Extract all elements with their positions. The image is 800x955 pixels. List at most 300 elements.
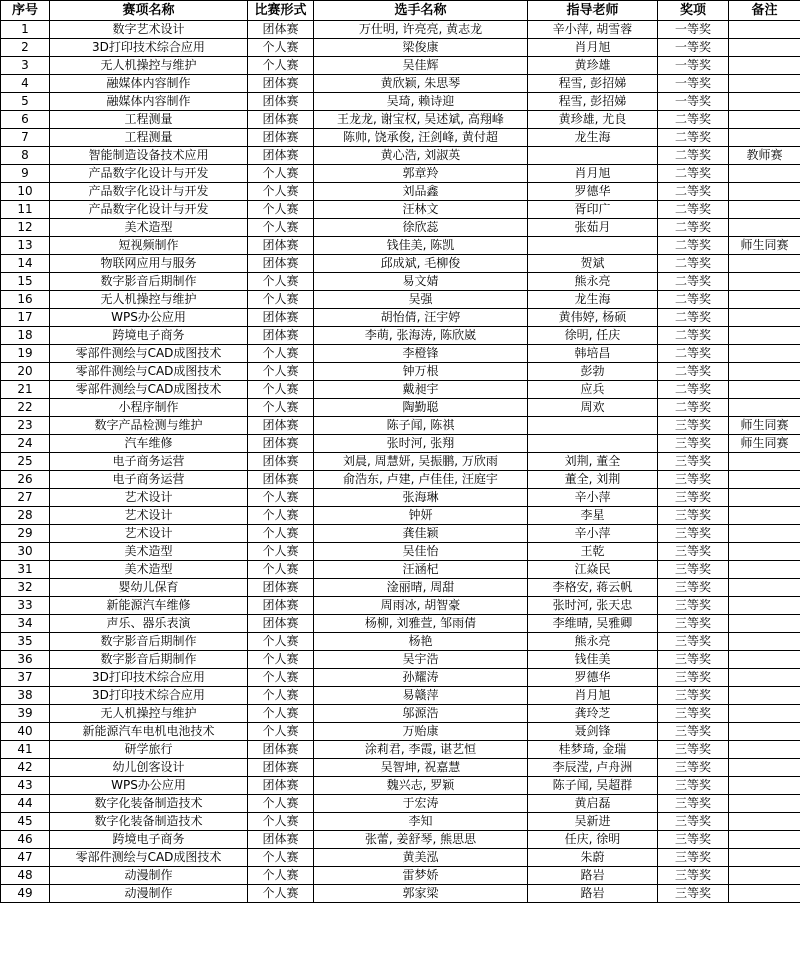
cell-format: 个人赛 (248, 57, 314, 75)
cell-award: 三等奖 (658, 615, 729, 633)
cell-contestants: 邬源浩 (314, 705, 528, 723)
cell-notes (729, 867, 800, 885)
header-advisors: 指导老师 (528, 1, 658, 21)
cell-format: 团体赛 (248, 759, 314, 777)
cell-award: 三等奖 (658, 795, 729, 813)
cell-advisors: 李维晴, 吴雅卿 (528, 615, 658, 633)
cell-index: 26 (1, 471, 50, 489)
table-row (1, 759, 800, 777)
cell-index: 47 (1, 849, 50, 867)
cell-advisors (528, 417, 658, 435)
cell-format: 团体赛 (248, 147, 314, 165)
cell-index: 11 (1, 201, 50, 219)
cell-contestants: 龚佳颖 (314, 525, 528, 543)
cell-contestants: 陈子闻, 陈祺 (314, 417, 528, 435)
table-row (1, 309, 800, 327)
cell-event-name: 短视频制作 (50, 237, 248, 255)
cell-format: 团体赛 (248, 435, 314, 453)
cell-advisors (528, 147, 658, 165)
cell-contestants: 李萌, 张海涛, 陈欣崴 (314, 327, 528, 345)
cell-advisors: 李辰滢, 卢舟洲 (528, 759, 658, 777)
table-row (1, 471, 800, 489)
cell-contestants: 张蕾, 姜舒琴, 熊思思 (314, 831, 528, 849)
cell-notes (729, 57, 800, 75)
header-index: 序号 (1, 1, 50, 21)
cell-event-name: 产品数字化设计与开发 (50, 165, 248, 183)
cell-format: 个人赛 (248, 525, 314, 543)
cell-award: 三等奖 (658, 435, 729, 453)
cell-award: 二等奖 (658, 363, 729, 381)
cell-index: 28 (1, 507, 50, 525)
table-row (1, 147, 800, 165)
cell-contestants: 徐欣蕊 (314, 219, 528, 237)
header-award: 奖项 (658, 1, 729, 21)
cell-event-name: 数字化装备制造技术 (50, 813, 248, 831)
cell-format: 个人赛 (248, 507, 314, 525)
cell-event-name: 数字化装备制造技术 (50, 795, 248, 813)
cell-event-name: 艺术设计 (50, 489, 248, 507)
cell-format: 团体赛 (248, 741, 314, 759)
cell-index: 30 (1, 543, 50, 561)
cell-award: 三等奖 (658, 741, 729, 759)
cell-format: 团体赛 (248, 21, 314, 39)
cell-contestants: 戴昶宇 (314, 381, 528, 399)
cell-index: 36 (1, 651, 50, 669)
table-row (1, 615, 800, 633)
cell-advisors: 罗德华 (528, 669, 658, 687)
table-row (1, 651, 800, 669)
cell-advisors: 陈子闻, 吴超群 (528, 777, 658, 795)
cell-award: 三等奖 (658, 885, 729, 903)
cell-format: 个人赛 (248, 39, 314, 57)
cell-notes (729, 75, 800, 93)
cell-notes (729, 633, 800, 651)
cell-contestants: 梁俊康 (314, 39, 528, 57)
cell-advisors: 龙生海 (528, 291, 658, 309)
cell-index: 44 (1, 795, 50, 813)
cell-advisors: 胥印广 (528, 201, 658, 219)
cell-event-name: 汽车维修 (50, 435, 248, 453)
table-row (1, 21, 800, 39)
cell-contestants: 杨柳, 刘雅萱, 邹雨倩 (314, 615, 528, 633)
cell-format: 个人赛 (248, 363, 314, 381)
cell-event-name: 动漫制作 (50, 867, 248, 885)
cell-award: 三等奖 (658, 651, 729, 669)
cell-notes (729, 831, 800, 849)
cell-notes (729, 255, 800, 273)
cell-event-name: 婴幼儿保育 (50, 579, 248, 597)
cell-contestants: 陶勤聪 (314, 399, 528, 417)
cell-index: 10 (1, 183, 50, 201)
cell-contestants: 钟万根 (314, 363, 528, 381)
cell-award: 三等奖 (658, 777, 729, 795)
cell-contestants: 陈帅, 饶承俊, 汪剑峰, 黄付超 (314, 129, 528, 147)
cell-index: 17 (1, 309, 50, 327)
cell-notes (729, 597, 800, 615)
cell-notes (729, 219, 800, 237)
table-row (1, 111, 800, 129)
cell-format: 个人赛 (248, 165, 314, 183)
cell-advisors: 黄珍雄 (528, 57, 658, 75)
cell-format: 个人赛 (248, 489, 314, 507)
cell-award: 三等奖 (658, 471, 729, 489)
cell-award: 三等奖 (658, 687, 729, 705)
cell-award: 三等奖 (658, 759, 729, 777)
table-row (1, 741, 800, 759)
cell-advisors (528, 435, 658, 453)
cell-format: 团体赛 (248, 75, 314, 93)
cell-index: 42 (1, 759, 50, 777)
table-row (1, 435, 800, 453)
cell-index: 4 (1, 75, 50, 93)
cell-notes (729, 165, 800, 183)
cell-event-name: 工程测量 (50, 111, 248, 129)
cell-event-name: 智能制造设备技术应用 (50, 147, 248, 165)
header-format: 比赛形式 (248, 1, 314, 21)
cell-advisors: 辛小萍 (528, 489, 658, 507)
cell-notes (729, 615, 800, 633)
cell-notes (729, 39, 800, 57)
cell-index: 24 (1, 435, 50, 453)
cell-event-name: 产品数字化设计与开发 (50, 201, 248, 219)
cell-format: 团体赛 (248, 597, 314, 615)
cell-index: 12 (1, 219, 50, 237)
table-row (1, 165, 800, 183)
cell-event-name: 电子商务运营 (50, 471, 248, 489)
cell-advisors: 辛小萍, 胡雪蓉 (528, 21, 658, 39)
cell-index: 39 (1, 705, 50, 723)
table-row (1, 543, 800, 561)
cell-event-name: 3D打印技术综合应用 (50, 39, 248, 57)
cell-award: 三等奖 (658, 597, 729, 615)
table-row (1, 57, 800, 75)
cell-advisors: 辛小萍 (528, 525, 658, 543)
cell-award: 三等奖 (658, 669, 729, 687)
cell-format: 个人赛 (248, 687, 314, 705)
cell-index: 23 (1, 417, 50, 435)
cell-format: 团体赛 (248, 309, 314, 327)
cell-notes (729, 183, 800, 201)
cell-contestants: 郭章羚 (314, 165, 528, 183)
cell-event-name: 美术造型 (50, 219, 248, 237)
cell-event-name: 数字艺术设计 (50, 21, 248, 39)
cell-event-name: 融媒体内容制作 (50, 75, 248, 93)
cell-advisors (528, 237, 658, 255)
cell-event-name: 艺术设计 (50, 507, 248, 525)
cell-advisors: 朱蔚 (528, 849, 658, 867)
cell-award: 三等奖 (658, 543, 729, 561)
cell-index: 3 (1, 57, 50, 75)
table-row (1, 363, 800, 381)
cell-notes: 师生同赛 (729, 237, 800, 255)
cell-event-name: 新能源汽车电机电池技术 (50, 723, 248, 741)
cell-award: 一等奖 (658, 21, 729, 39)
cell-index: 46 (1, 831, 50, 849)
cell-contestants: 胡怡倩, 汪宇婷 (314, 309, 528, 327)
cell-format: 团体赛 (248, 417, 314, 435)
cell-contestants: 张海琳 (314, 489, 528, 507)
cell-format: 个人赛 (248, 561, 314, 579)
table-row (1, 507, 800, 525)
table-row (1, 417, 800, 435)
cell-event-name: WPS办公应用 (50, 309, 248, 327)
cell-award: 三等奖 (658, 705, 729, 723)
cell-contestants: 魏兴志, 罗颖 (314, 777, 528, 795)
cell-award: 二等奖 (658, 129, 729, 147)
cell-index: 35 (1, 633, 50, 651)
cell-award: 三等奖 (658, 723, 729, 741)
cell-index: 13 (1, 237, 50, 255)
cell-award: 二等奖 (658, 165, 729, 183)
cell-award: 三等奖 (658, 867, 729, 885)
table-row (1, 579, 800, 597)
table-row (1, 795, 800, 813)
cell-notes (729, 759, 800, 777)
cell-advisors: 肖月旭 (528, 39, 658, 57)
cell-advisors: 路岩 (528, 885, 658, 903)
cell-index: 1 (1, 21, 50, 39)
cell-contestants: 杨艳 (314, 633, 528, 651)
cell-advisors: 李格安, 蒋云帆 (528, 579, 658, 597)
cell-award: 二等奖 (658, 327, 729, 345)
cell-format: 团体赛 (248, 129, 314, 147)
cell-contestants: 李橙锋 (314, 345, 528, 363)
cell-advisors: 肖月旭 (528, 165, 658, 183)
cell-award: 三等奖 (658, 525, 729, 543)
cell-advisors: 肖月旭 (528, 687, 658, 705)
cell-advisors: 张茹月 (528, 219, 658, 237)
table-row (1, 291, 800, 309)
table-row (1, 885, 800, 903)
cell-notes (729, 21, 800, 39)
cell-index: 20 (1, 363, 50, 381)
cell-contestants: 钟妍 (314, 507, 528, 525)
cell-contestants: 钱佳美, 陈凯 (314, 237, 528, 255)
cell-notes (729, 273, 800, 291)
table-row (1, 813, 800, 831)
cell-format: 个人赛 (248, 813, 314, 831)
cell-event-name: 小程序制作 (50, 399, 248, 417)
cell-award: 三等奖 (658, 507, 729, 525)
cell-award: 三等奖 (658, 849, 729, 867)
cell-notes (729, 543, 800, 561)
table-row (1, 525, 800, 543)
cell-advisors: 周欢 (528, 399, 658, 417)
cell-format: 个人赛 (248, 885, 314, 903)
cell-contestants: 易文婧 (314, 273, 528, 291)
table-row (1, 201, 800, 219)
cell-event-name: 艺术设计 (50, 525, 248, 543)
cell-contestants: 俞浩东, 卢建, 卢佳佳, 汪庭宇 (314, 471, 528, 489)
cell-index: 38 (1, 687, 50, 705)
cell-notes (729, 741, 800, 759)
cell-format: 个人赛 (248, 399, 314, 417)
cell-event-name: 动漫制作 (50, 885, 248, 903)
cell-event-name: 物联网应用与服务 (50, 255, 248, 273)
cell-advisors: 黄珍雄, 尤良 (528, 111, 658, 129)
table-row (1, 597, 800, 615)
cell-notes (729, 399, 800, 417)
cell-contestants: 黄心浩, 刘淑英 (314, 147, 528, 165)
cell-notes (729, 651, 800, 669)
cell-format: 个人赛 (248, 705, 314, 723)
cell-contestants: 易赣萍 (314, 687, 528, 705)
cell-contestants: 孙耀涛 (314, 669, 528, 687)
cell-notes (729, 453, 800, 471)
cell-index: 5 (1, 93, 50, 111)
cell-index: 16 (1, 291, 50, 309)
cell-format: 个人赛 (248, 723, 314, 741)
cell-index: 19 (1, 345, 50, 363)
cell-format: 团体赛 (248, 777, 314, 795)
cell-advisors: 龚玲芝 (528, 705, 658, 723)
cell-award: 二等奖 (658, 345, 729, 363)
cell-index: 29 (1, 525, 50, 543)
cell-index: 6 (1, 111, 50, 129)
cell-advisors: 聂剑锋 (528, 723, 658, 741)
cell-event-name: 幼儿创客设计 (50, 759, 248, 777)
table-row (1, 345, 800, 363)
cell-contestants: 于宏涛 (314, 795, 528, 813)
cell-format: 个人赛 (248, 849, 314, 867)
cell-contestants: 雷梦娇 (314, 867, 528, 885)
cell-contestants: 刘晨, 周慧妍, 吴振鹏, 万欣雨 (314, 453, 528, 471)
cell-award: 三等奖 (658, 489, 729, 507)
cell-award: 三等奖 (658, 831, 729, 849)
cell-event-name: 零部件测绘与CAD成图技术 (50, 363, 248, 381)
cell-notes (729, 525, 800, 543)
cell-format: 团体赛 (248, 471, 314, 489)
cell-event-name: 数字产品检测与维护 (50, 417, 248, 435)
cell-index: 22 (1, 399, 50, 417)
cell-notes (729, 507, 800, 525)
cell-event-name: 无人机操控与维护 (50, 705, 248, 723)
table-row (1, 669, 800, 687)
cell-index: 15 (1, 273, 50, 291)
cell-award: 三等奖 (658, 417, 729, 435)
cell-advisors: 彭勃 (528, 363, 658, 381)
cell-event-name: 零部件测绘与CAD成图技术 (50, 849, 248, 867)
cell-format: 个人赛 (248, 633, 314, 651)
cell-index: 7 (1, 129, 50, 147)
cell-award: 一等奖 (658, 39, 729, 57)
cell-notes (729, 309, 800, 327)
header-event-name: 赛项名称 (50, 1, 248, 21)
cell-index: 31 (1, 561, 50, 579)
cell-contestants: 王龙龙, 谢宝权, 吴述斌, 高翔峰 (314, 111, 528, 129)
cell-contestants: 汪林文 (314, 201, 528, 219)
cell-contestants: 邱成斌, 毛柳俊 (314, 255, 528, 273)
cell-award: 二等奖 (658, 183, 729, 201)
cell-advisors: 任庆, 徐明 (528, 831, 658, 849)
cell-contestants: 汪涵杞 (314, 561, 528, 579)
cell-advisors: 李星 (528, 507, 658, 525)
cell-event-name: 工程测量 (50, 129, 248, 147)
cell-index: 34 (1, 615, 50, 633)
table-row (1, 129, 800, 147)
cell-award: 三等奖 (658, 579, 729, 597)
cell-award: 一等奖 (658, 75, 729, 93)
cell-contestants: 涂莉君, 李霞, 谌艺恒 (314, 741, 528, 759)
table-row (1, 687, 800, 705)
cell-format: 团体赛 (248, 453, 314, 471)
cell-event-name: 融媒体内容制作 (50, 93, 248, 111)
cell-contestants: 万仕明, 许亮亮, 黄志龙 (314, 21, 528, 39)
cell-event-name: 新能源汽车维修 (50, 597, 248, 615)
cell-format: 团体赛 (248, 831, 314, 849)
cell-format: 团体赛 (248, 579, 314, 597)
cell-index: 32 (1, 579, 50, 597)
table-row (1, 831, 800, 849)
cell-notes: 师生同赛 (729, 417, 800, 435)
cell-event-name: 3D打印技术综合应用 (50, 687, 248, 705)
cell-advisors: 张时河, 张天忠 (528, 597, 658, 615)
cell-advisors: 贺斌 (528, 255, 658, 273)
cell-event-name: 跨境电子商务 (50, 831, 248, 849)
cell-index: 8 (1, 147, 50, 165)
cell-format: 个人赛 (248, 867, 314, 885)
cell-event-name: 数字影音后期制作 (50, 651, 248, 669)
table-row (1, 777, 800, 795)
cell-index: 27 (1, 489, 50, 507)
cell-format: 团体赛 (248, 327, 314, 345)
cell-format: 个人赛 (248, 543, 314, 561)
cell-index: 40 (1, 723, 50, 741)
cell-format: 个人赛 (248, 183, 314, 201)
table-row (1, 327, 800, 345)
cell-notes (729, 345, 800, 363)
cell-award: 二等奖 (658, 237, 729, 255)
cell-format: 个人赛 (248, 669, 314, 687)
cell-advisors: 韩培昌 (528, 345, 658, 363)
cell-advisors: 应兵 (528, 381, 658, 399)
cell-event-name: 零部件测绘与CAD成图技术 (50, 381, 248, 399)
cell-index: 14 (1, 255, 50, 273)
cell-format: 个人赛 (248, 291, 314, 309)
table-row (1, 273, 800, 291)
cell-contestants: 吴强 (314, 291, 528, 309)
cell-event-name: 数字影音后期制作 (50, 273, 248, 291)
cell-award: 二等奖 (658, 147, 729, 165)
table-row (1, 633, 800, 651)
table-row (1, 183, 800, 201)
cell-contestants: 吴琦, 赖诗迎 (314, 93, 528, 111)
cell-contestants: 李知 (314, 813, 528, 831)
cell-index: 25 (1, 453, 50, 471)
cell-index: 48 (1, 867, 50, 885)
cell-advisors: 王乾 (528, 543, 658, 561)
cell-format: 个人赛 (248, 381, 314, 399)
table-row (1, 381, 800, 399)
cell-notes (729, 813, 800, 831)
cell-event-name: 无人机操控与维护 (50, 57, 248, 75)
table-row (1, 489, 800, 507)
cell-advisors: 钱佳美 (528, 651, 658, 669)
cell-award: 一等奖 (658, 57, 729, 75)
cell-award: 一等奖 (658, 93, 729, 111)
cell-advisors: 刘荆, 董全 (528, 453, 658, 471)
cell-award: 二等奖 (658, 219, 729, 237)
cell-format: 团体赛 (248, 111, 314, 129)
cell-format: 团体赛 (248, 255, 314, 273)
cell-contestants: 淦丽晴, 周甜 (314, 579, 528, 597)
cell-advisors: 路岩 (528, 867, 658, 885)
cell-format: 个人赛 (248, 345, 314, 363)
cell-contestants: 郭家梁 (314, 885, 528, 903)
cell-advisors: 黄启磊 (528, 795, 658, 813)
cell-event-name: 声乐、器乐表演 (50, 615, 248, 633)
cell-award: 二等奖 (658, 381, 729, 399)
